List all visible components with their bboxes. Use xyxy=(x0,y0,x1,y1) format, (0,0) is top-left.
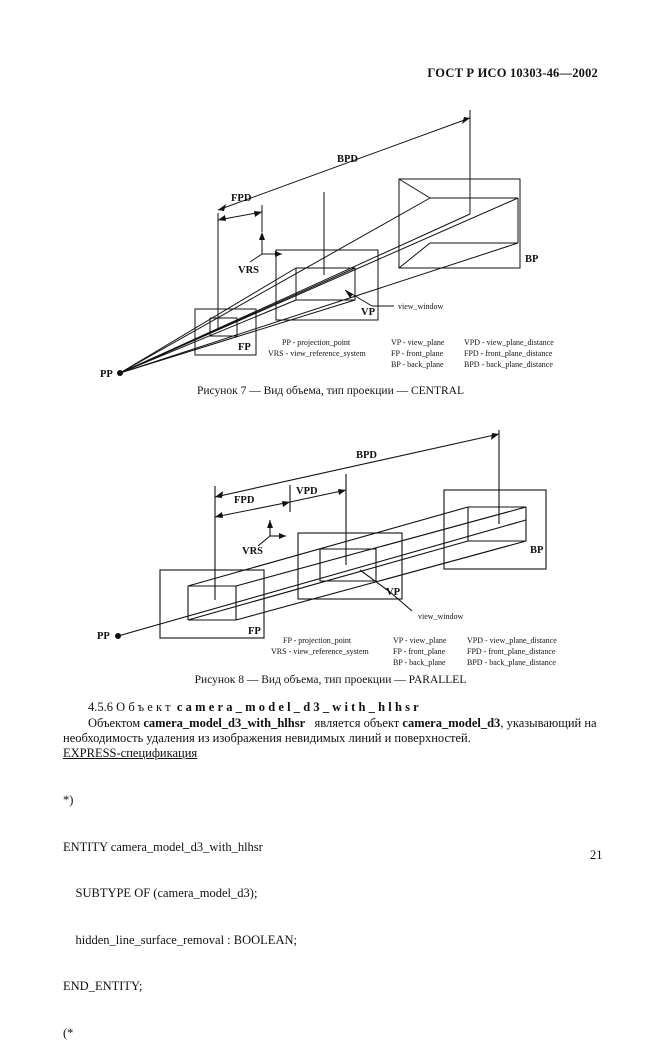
fp-label: FP xyxy=(248,626,261,637)
projection-point-dot xyxy=(115,633,121,639)
para-mid: является объект xyxy=(314,716,400,730)
section-heading xyxy=(88,700,422,716)
section-paragraph-line1 xyxy=(88,716,598,732)
legend-vrs: VRS - view_reference_system xyxy=(268,349,366,358)
code-line: (* xyxy=(63,1025,74,1040)
fpd-label: FPD xyxy=(234,495,255,506)
legend-bp: BP - back_plane xyxy=(391,360,444,369)
section-title-entity: camera_model_d3_with_hlhsr xyxy=(176,700,422,714)
legend-bp: BP - back_plane xyxy=(393,658,446,667)
express-heading: EXPRESS-спецификация xyxy=(63,746,198,760)
legend-pp: FP - projection_point xyxy=(283,636,352,645)
legend-vp: VP - view_plane xyxy=(393,636,447,645)
legend-fpd: FPD - front_plane_distance xyxy=(464,349,553,358)
pp-label: PP xyxy=(97,631,110,642)
express-code-block xyxy=(63,762,297,1057)
legend-fpd: FPD - front_plane_distance xyxy=(467,647,556,656)
legend-bpd: BPD - back_plane_distance xyxy=(467,658,556,667)
para-lead: Объектом xyxy=(88,716,141,730)
para-entity: camera_model_d3_with_hlhsr xyxy=(143,716,306,730)
legend-fp: FP - front_plane xyxy=(391,349,444,358)
code-line: hidden_line_surface_removal : BOOLEAN; xyxy=(63,932,297,947)
legend-vpd: VPD - view_plane_distance xyxy=(467,636,557,645)
vrs-label: VRS xyxy=(238,265,260,276)
fp-label: FP xyxy=(238,342,251,353)
pp-label: PP xyxy=(100,369,113,380)
para-entity2: camera_model_d3 xyxy=(402,716,501,730)
fpd-label: FPD xyxy=(231,193,252,204)
vp-label: VP xyxy=(361,307,375,318)
legend-vpd: VPD - view_plane_distance xyxy=(464,338,554,347)
para-tail: , указывающий на xyxy=(500,716,597,730)
section-title-prefix: Объект xyxy=(116,700,174,714)
bpd-label: BPD xyxy=(356,450,377,461)
bpd-label: BPD xyxy=(337,154,358,165)
view-window-label: view_window xyxy=(418,612,464,621)
legend-pp: PP - projection_point xyxy=(282,338,351,347)
code-line: END_ENTITY; xyxy=(63,979,143,993)
code-line: SUBTYPE OF (camera_model_d3); xyxy=(63,886,258,900)
figure-8-caption: Рисунок 8 — Вид объема, тип проекции — PARALLEL xyxy=(194,674,467,686)
figure-8-legend xyxy=(271,636,557,667)
vp-label: VP xyxy=(386,587,400,598)
figure-7-caption: Рисунок 7 — Вид объема, тип проекции — CENTRAL xyxy=(196,385,465,397)
code-line: ENTITY camera_model_d3_with_hlhsr xyxy=(63,839,263,854)
legend-bpd: BPD - back_plane_distance xyxy=(464,360,553,369)
view-window-label: view_window xyxy=(398,302,444,311)
vrs-label: VRS xyxy=(242,546,264,557)
page-number: 21 xyxy=(590,848,603,862)
vpd-label: VPD xyxy=(296,486,318,497)
legend-vrs: VRS - view_reference_system xyxy=(271,647,369,656)
legend-vp: VP - view_plane xyxy=(391,338,445,347)
back-plane-box xyxy=(444,490,546,569)
bp-label: BP xyxy=(530,545,544,556)
section-number: 4.5.6 xyxy=(88,700,113,714)
document-header: ГОСТ Р ИСО 10303-46—2002 xyxy=(427,66,598,80)
code-line: *) xyxy=(63,793,74,807)
bp-label: BP xyxy=(525,254,539,265)
section-paragraph-line2: необходимость удаления из изображения невидимых линий и поверхностей. xyxy=(63,731,471,745)
legend-fp: FP - front_plane xyxy=(393,647,446,656)
